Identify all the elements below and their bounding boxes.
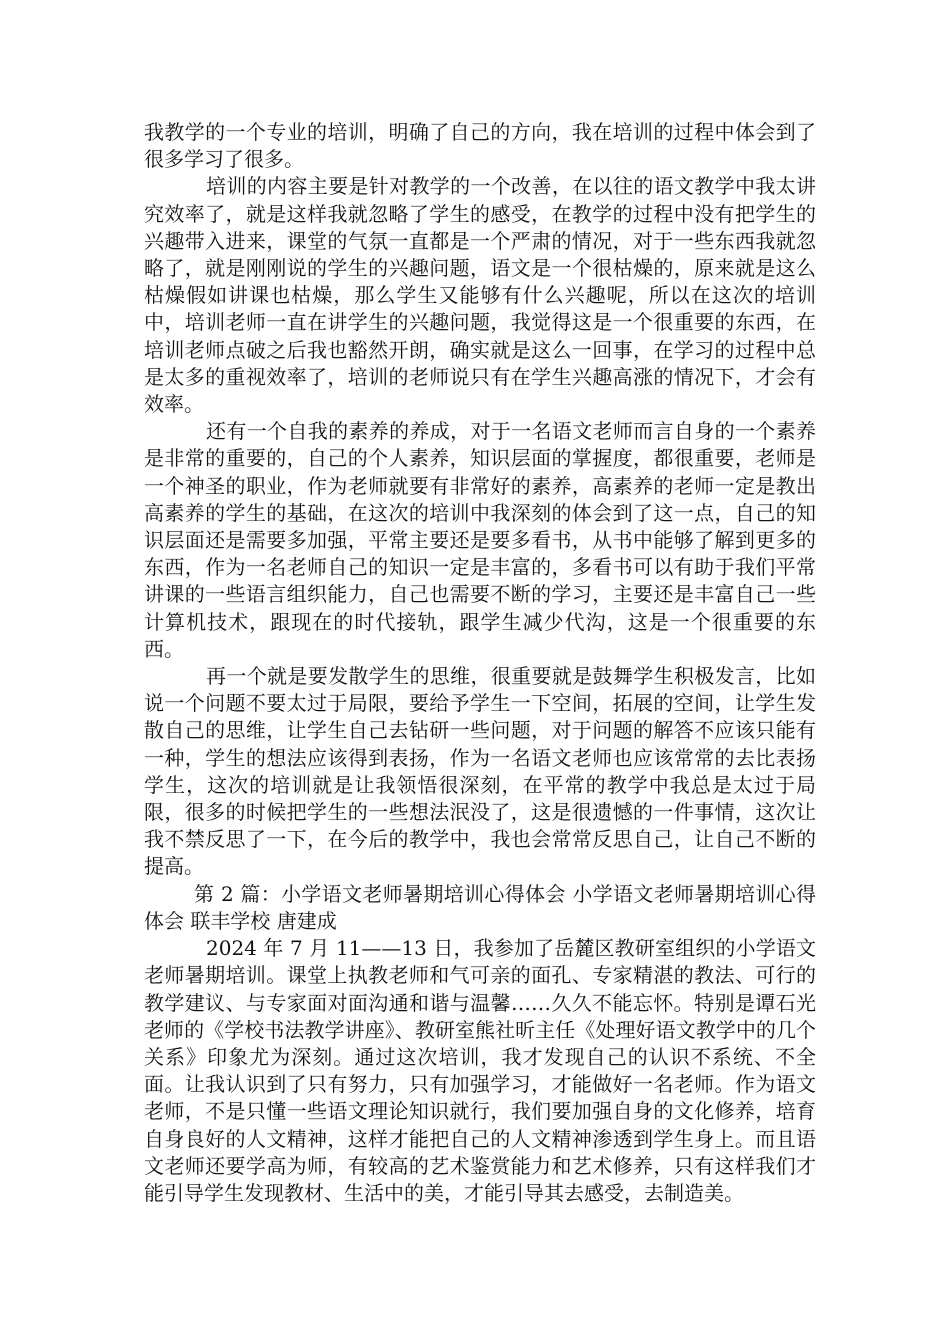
document-body — [144, 119, 816, 1207]
paragraph-interest: 培训的内容主要是针对教学的一个改善，在以往的语文教学中我太讲究效率了，就是这样我就忽略了学生的感受，在教学的过程中没有把学生的兴趣带入进来，课堂的气氛一直都是一个严肃的情况，对于一些东西我就忽略了，就是刚刚说的学生的兴趣问题，语文是一个很枯燥的，原来就是这么枯燥假如讲课也枯燥，那么学生又能够有什么兴趣呢，所以在这次的培训中，培训老师一直在讲学生的兴趣问题，我觉得这是一个很重要的东西，在培训老师点破之后我也豁然开朗，确实就是这么一回事，在学习的过程中总是太多的重视效率了，培训的老师说只有在学生兴趣高涨的情况下，才会有效率。 — [144, 174, 816, 417]
paragraph-self-cultivation: 还有一个自我的素养的养成，对于一名语文老师而言自身的一个素养是非常的重要的，自己的个人素养，知识层面的掌握度，都很重要，老师是一个神圣的职业，作为老师就要有非常好的素养，高素养的老师一定是教出高素养的学生的基础，在这次的培训中我深刻的体会到了这一点，自己的知识层面还是需要多加强，平常主要还是要多看书，从书中能够了解到更多的东西，作为一名老师自己的知识一定是丰富的，多看书可以有助于我们平常讲课的一些语言组织能力，自己也需要不断的学习，主要还是丰富自己一些计算机技术，跟现在的时代接轨，跟学生减少代沟，这是一个很重要的东西。 — [144, 419, 816, 661]
paragraph-divergent-thinking: 再一个就是要发散学生的思维，很重要就是鼓舞学生积极发言，比如说一个问题不要太过于局限，要给予学生一下空间，拓展的空间，让学生发散自己的思维，让学生自己去钻研一些问题，对于问题的解答不应该只能有一种，学生的想法应该得到表扬，作为一名语文老师也应该常常的去比表扬学生，这次的培训就是让我领悟很深刻，在平常的教学中我总是太过于局限，很多的时候把学生的一些想法泯没了，这是很遗憾的一件事情，这次让我不禁反思了一下，在今后的教学中，我也会常常反思自己，让自己不断的提高。 — [144, 664, 816, 879]
section-heading-part-2: 第 2 篇：小学语文老师暑期培训心得体会 小学语文老师暑期培训心得体会 联丰学校 唐建成 — [144, 881, 816, 933]
paragraph-summer-training: 2024 年 7 月 11——13 日，我参加了岳麓区教研室组织的小学语文老师暑期培训。课堂上执教老师和气可亲的面孔、专家精湛的教法、可行的教学建议、与专家面对面沟通和谐与温馨……久久不能忘怀。特别是谭石光老师的《学校书法教学讲座》、教研室熊社昕主任《处理好语文教学中的几个关系》印象尤为深刻。通过这次培训，我才发现自己的认识不系统、不全面。让我认识到了只有努力，只有加强学习，才能做好一名老师。作为语文老师，不是只懂一些语文理论知识就行，我们要加强自身的文化修养，培育自身良好的人文精神，这样才能把自己的人文精神渗透到学生身上。而且语文老师还要学高为师，有较高的艺术鉴赏能力和艺术修养，只有这样我们才能引导学生发现教材、生活中的美，才能引导其去感受，去制造美。 — [144, 936, 816, 1205]
paragraph-continuation: 我教学的一个专业的培训，明确了自己的方向，我在培训的过程中体会到了很多学习了很多。 — [144, 120, 816, 172]
